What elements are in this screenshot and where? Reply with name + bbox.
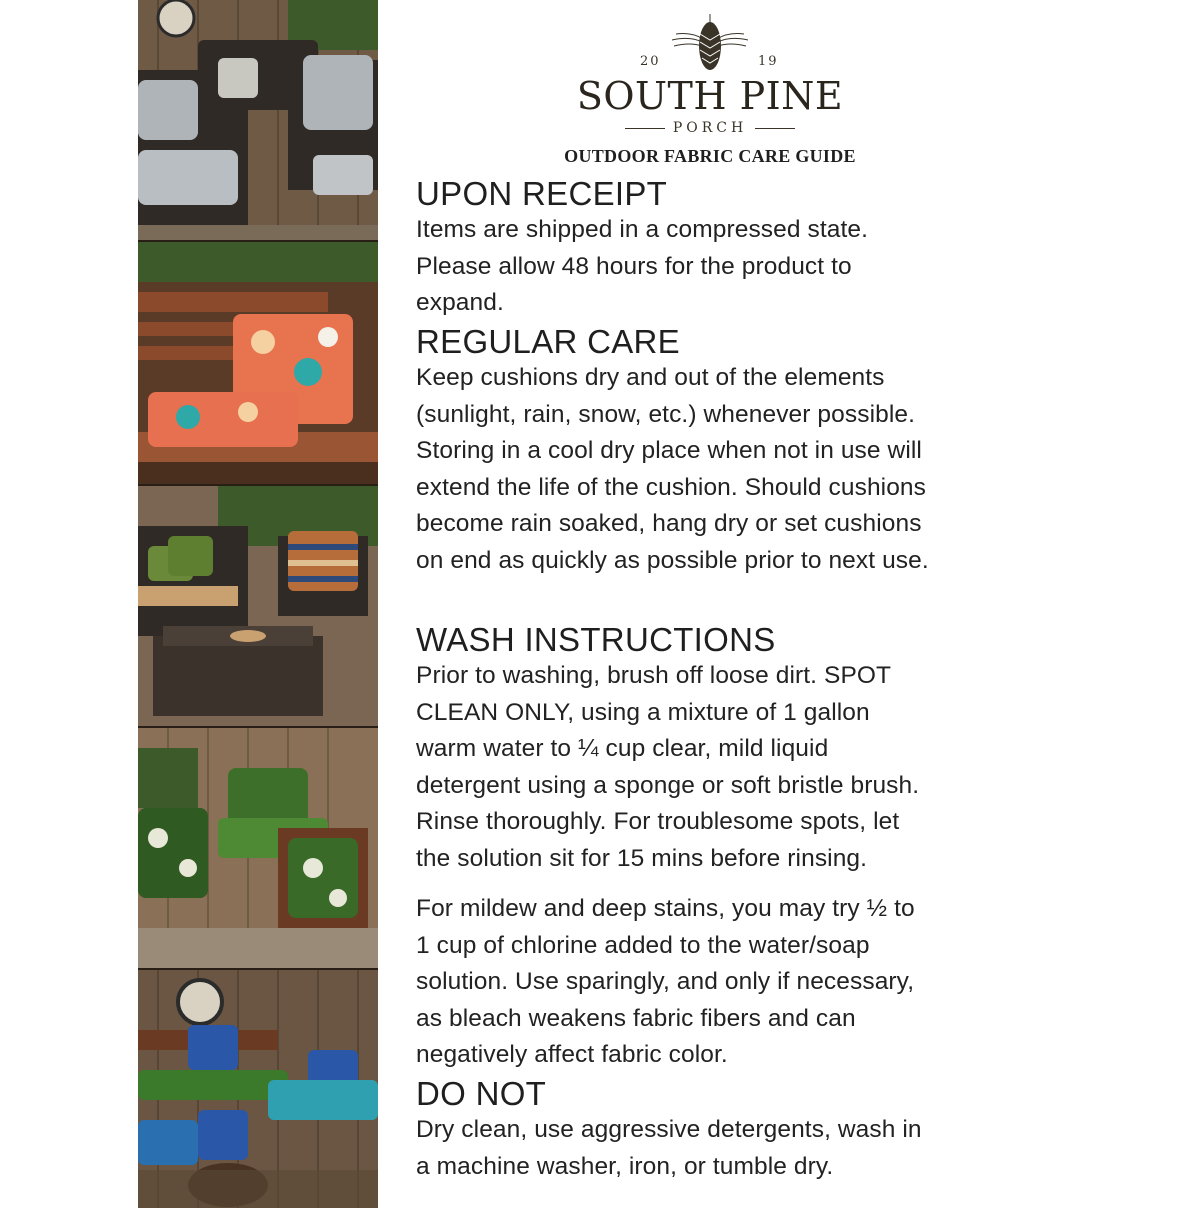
pinecone-icon: [670, 12, 750, 82]
heading-wash-instructions: WASH INSTRUCTIONS: [416, 621, 776, 658]
donot-line-1: Dry clean, use aggressive detergents, wash in: [416, 1116, 922, 1143]
section-wash-instructions: [416, 622, 1066, 877]
regular-line-5: become rain soaked, hang dry or set cushions: [416, 510, 922, 537]
photo-blue-set: [138, 970, 378, 1208]
donot-line-2: a machine washer, iron, or tumble dry.: [416, 1152, 834, 1180]
heading-upon-receipt: UPON RECEIPT: [416, 175, 668, 212]
heading-do-not: DO NOT: [416, 1075, 547, 1112]
brand-sub-text: PORCH: [672, 120, 748, 136]
logo-year-right: 19: [758, 54, 779, 69]
wash-line-3: warm water to ¼ cup clear, mild liquid: [416, 735, 829, 762]
section-do-not: [416, 1076, 1066, 1185]
wash-line-6: the solution sit for 15 mins before rinsing.: [416, 844, 868, 872]
receipt-line-3: expand.: [416, 289, 504, 316]
heading-regular-care: REGULAR CARE: [416, 323, 680, 360]
photo-palm-leaf: [138, 728, 378, 970]
guide-title: OUTDOOR FABRIC CARE GUIDE: [564, 146, 856, 166]
photo-bench-floral: [138, 242, 378, 486]
wash-line-1: Prior to washing, brush off loose dirt. SPOT: [416, 662, 892, 689]
photo-stripe-set: [138, 486, 378, 728]
section-regular-care: [416, 324, 1066, 579]
photo-strip: [138, 0, 378, 1200]
regular-line-3: Storing in a cool dry place when not in use will: [416, 437, 922, 464]
receipt-line-1: Items are shipped in a compressed state.: [416, 216, 869, 243]
brand-logo: [540, 12, 880, 166]
regular-line-6: on end as quickly as possible prior to next use.: [416, 546, 929, 574]
brand-name: SOUTH PINE: [576, 74, 844, 118]
mildew-line-1: For mildew and deep stains, you may try ½ to: [416, 895, 915, 922]
brand-sub: [540, 120, 880, 136]
logo-year-left: 20: [640, 54, 661, 69]
section-mildew: [416, 891, 1066, 1074]
photo-wicker-set: [138, 0, 378, 242]
regular-line-2: (sunlight, rain, snow, etc.) whenever possible.: [416, 400, 916, 428]
mildew-line-5: negatively affect fabric color.: [416, 1041, 728, 1068]
wash-line-2: CLEAN ONLY, using a mixture of 1 gallon: [416, 698, 870, 726]
regular-line-1: Keep cushions dry and out of the elements: [416, 364, 885, 391]
wash-line-5: Rinse thoroughly. For troublesome spots, let: [416, 808, 900, 835]
regular-line-4: extend the life of the cushion. Should cushions: [416, 473, 927, 501]
receipt-line-2: Please allow 48 hours for the product to: [416, 252, 852, 280]
wash-line-4: detergent using a sponge or soft bristle brush.: [416, 771, 920, 799]
mildew-line-2: 1 cup of chlorine added to the water/soap: [416, 931, 870, 959]
section-upon-receipt: [416, 176, 1066, 322]
mildew-line-4: as bleach weakens fabric fibers and can: [416, 1004, 856, 1032]
mildew-line-3: solution. Use sparingly, and only if necessary,: [416, 968, 915, 995]
